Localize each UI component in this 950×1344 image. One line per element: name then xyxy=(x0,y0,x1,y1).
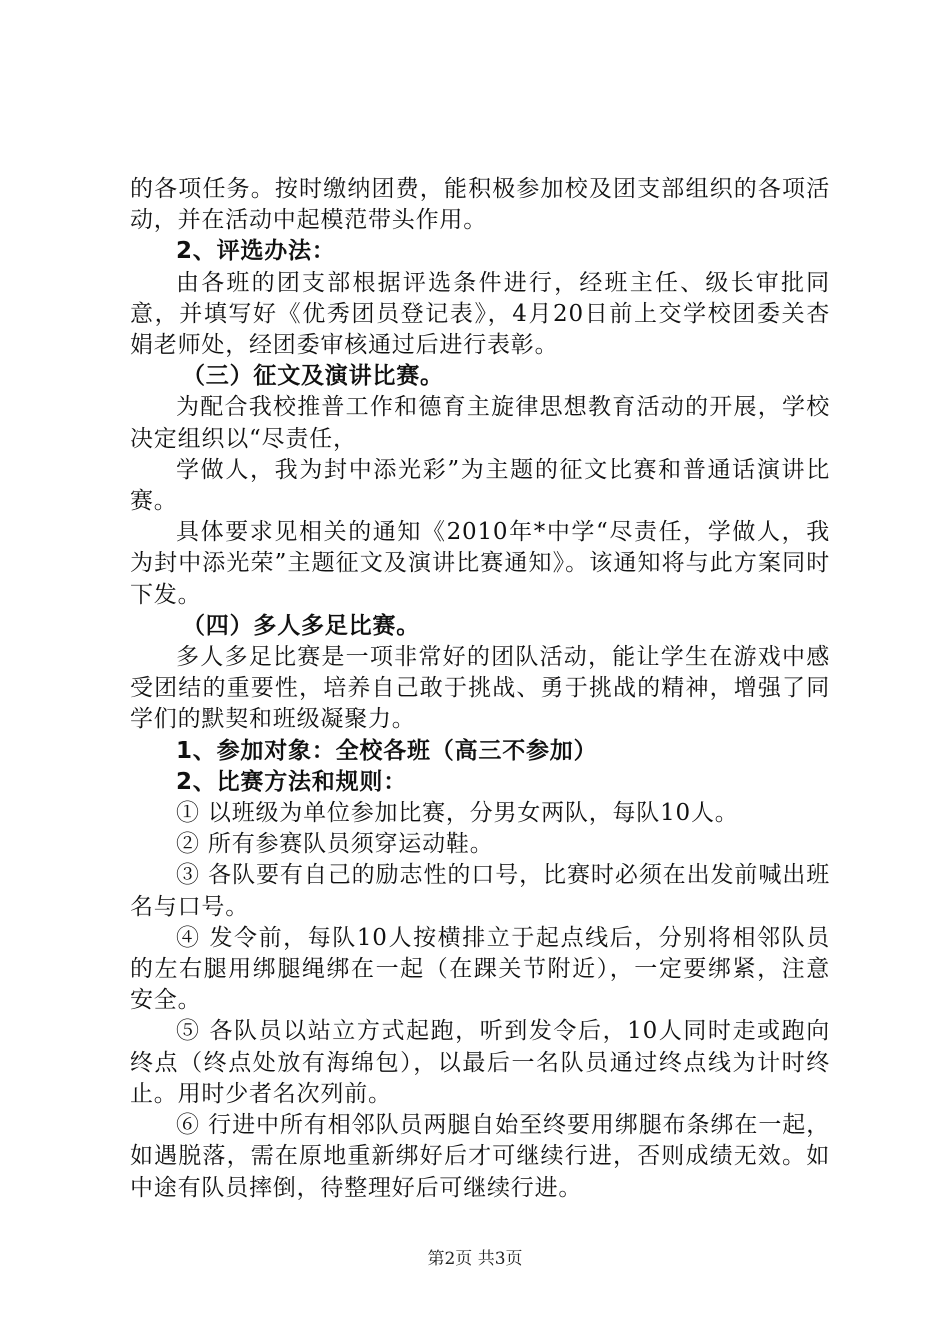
document-body xyxy=(130,174,830,1204)
paragraph-essay-intro: 为配合我校推普工作和德育主旋律思想教育活动的开展，学校决定组织以“尽责任， xyxy=(130,394,830,452)
rule-item-5: ⑤ 各队员以站立方式起跑，听到发令后，10人同时走或跑向终点（终点处放有海绵包），以最后一名队员通过终点线为计时终止。用时少者名次列前。 xyxy=(130,1018,830,1107)
paragraph-duties: 的各项任务。按时缴纳团费，能积极参加校及团支部组织的各项活动，并在活动中起模范带头作用。 xyxy=(130,176,830,234)
rule-item-2: ② 所有参赛队员须穿运动鞋。 xyxy=(176,831,494,858)
heading-essay-speech-contest: （三）征文及演讲比赛。 xyxy=(182,363,444,390)
heading-multi-leg-race: （四）多人多足比赛。 xyxy=(182,612,420,639)
rule-item-4: ④ 发令前，每队10人按横排立于起点线后，分别将相邻队员的左右腿用绑腿绳绑在一起（在踝关节附近），一定要绑紧，注意安全。 xyxy=(130,924,830,1014)
paragraph-essay-theme: 学做人，我为封中添光彩”为主题的征文比赛和普通话演讲比赛。 xyxy=(130,456,830,515)
paragraph-essay-notice: 具体要求见相关的通知《2010年*中学“尽责任，学做人，我为封中添光荣”主题征文及演讲比赛通知》。该通知将与此方案同时下发。 xyxy=(130,519,830,608)
rule-item-6: ⑥ 行进中所有相邻队员两腿自始至终要用绑腿布条绑在一起，如遇脱落，需在原地重新绑好后才可继续行进，否则成绩无效。如中途有队员摔倒，待整理好后可继续行进。 xyxy=(130,1112,830,1201)
heading-selection-method: 2、评选办法： xyxy=(176,238,336,265)
paragraph-race-intro: 多人多足比赛是一项非常好的团队活动，能让学生在游戏中感受团结的重要性，培养自己敢于挑战、勇于挑战的精神，增强了同学们的默契和班级凝聚力。 xyxy=(130,644,830,733)
rule-item-3: ③ 各队要有自己的励志性的口号，比赛时必须在出发前喊出班名与口号。 xyxy=(130,862,830,920)
paragraph-selection-method: 由各班的团支部根据评选条件进行，经班主任、级长审批同意，并填写好《优秀团员登记表》，4月20日前上交学校团委关杏娟老师处，经团委审核通过后进行表彰。 xyxy=(130,269,830,359)
page-footer: 第2页 共3页 xyxy=(427,1249,523,1269)
rule-item-1: ① 以班级为单位参加比赛，分男女两队，每队10人。 xyxy=(176,800,739,827)
heading-rules: 2、比赛方法和规则： xyxy=(176,768,408,795)
heading-participants: 1、参加对象：全校各班（高三不参加） xyxy=(176,737,598,764)
